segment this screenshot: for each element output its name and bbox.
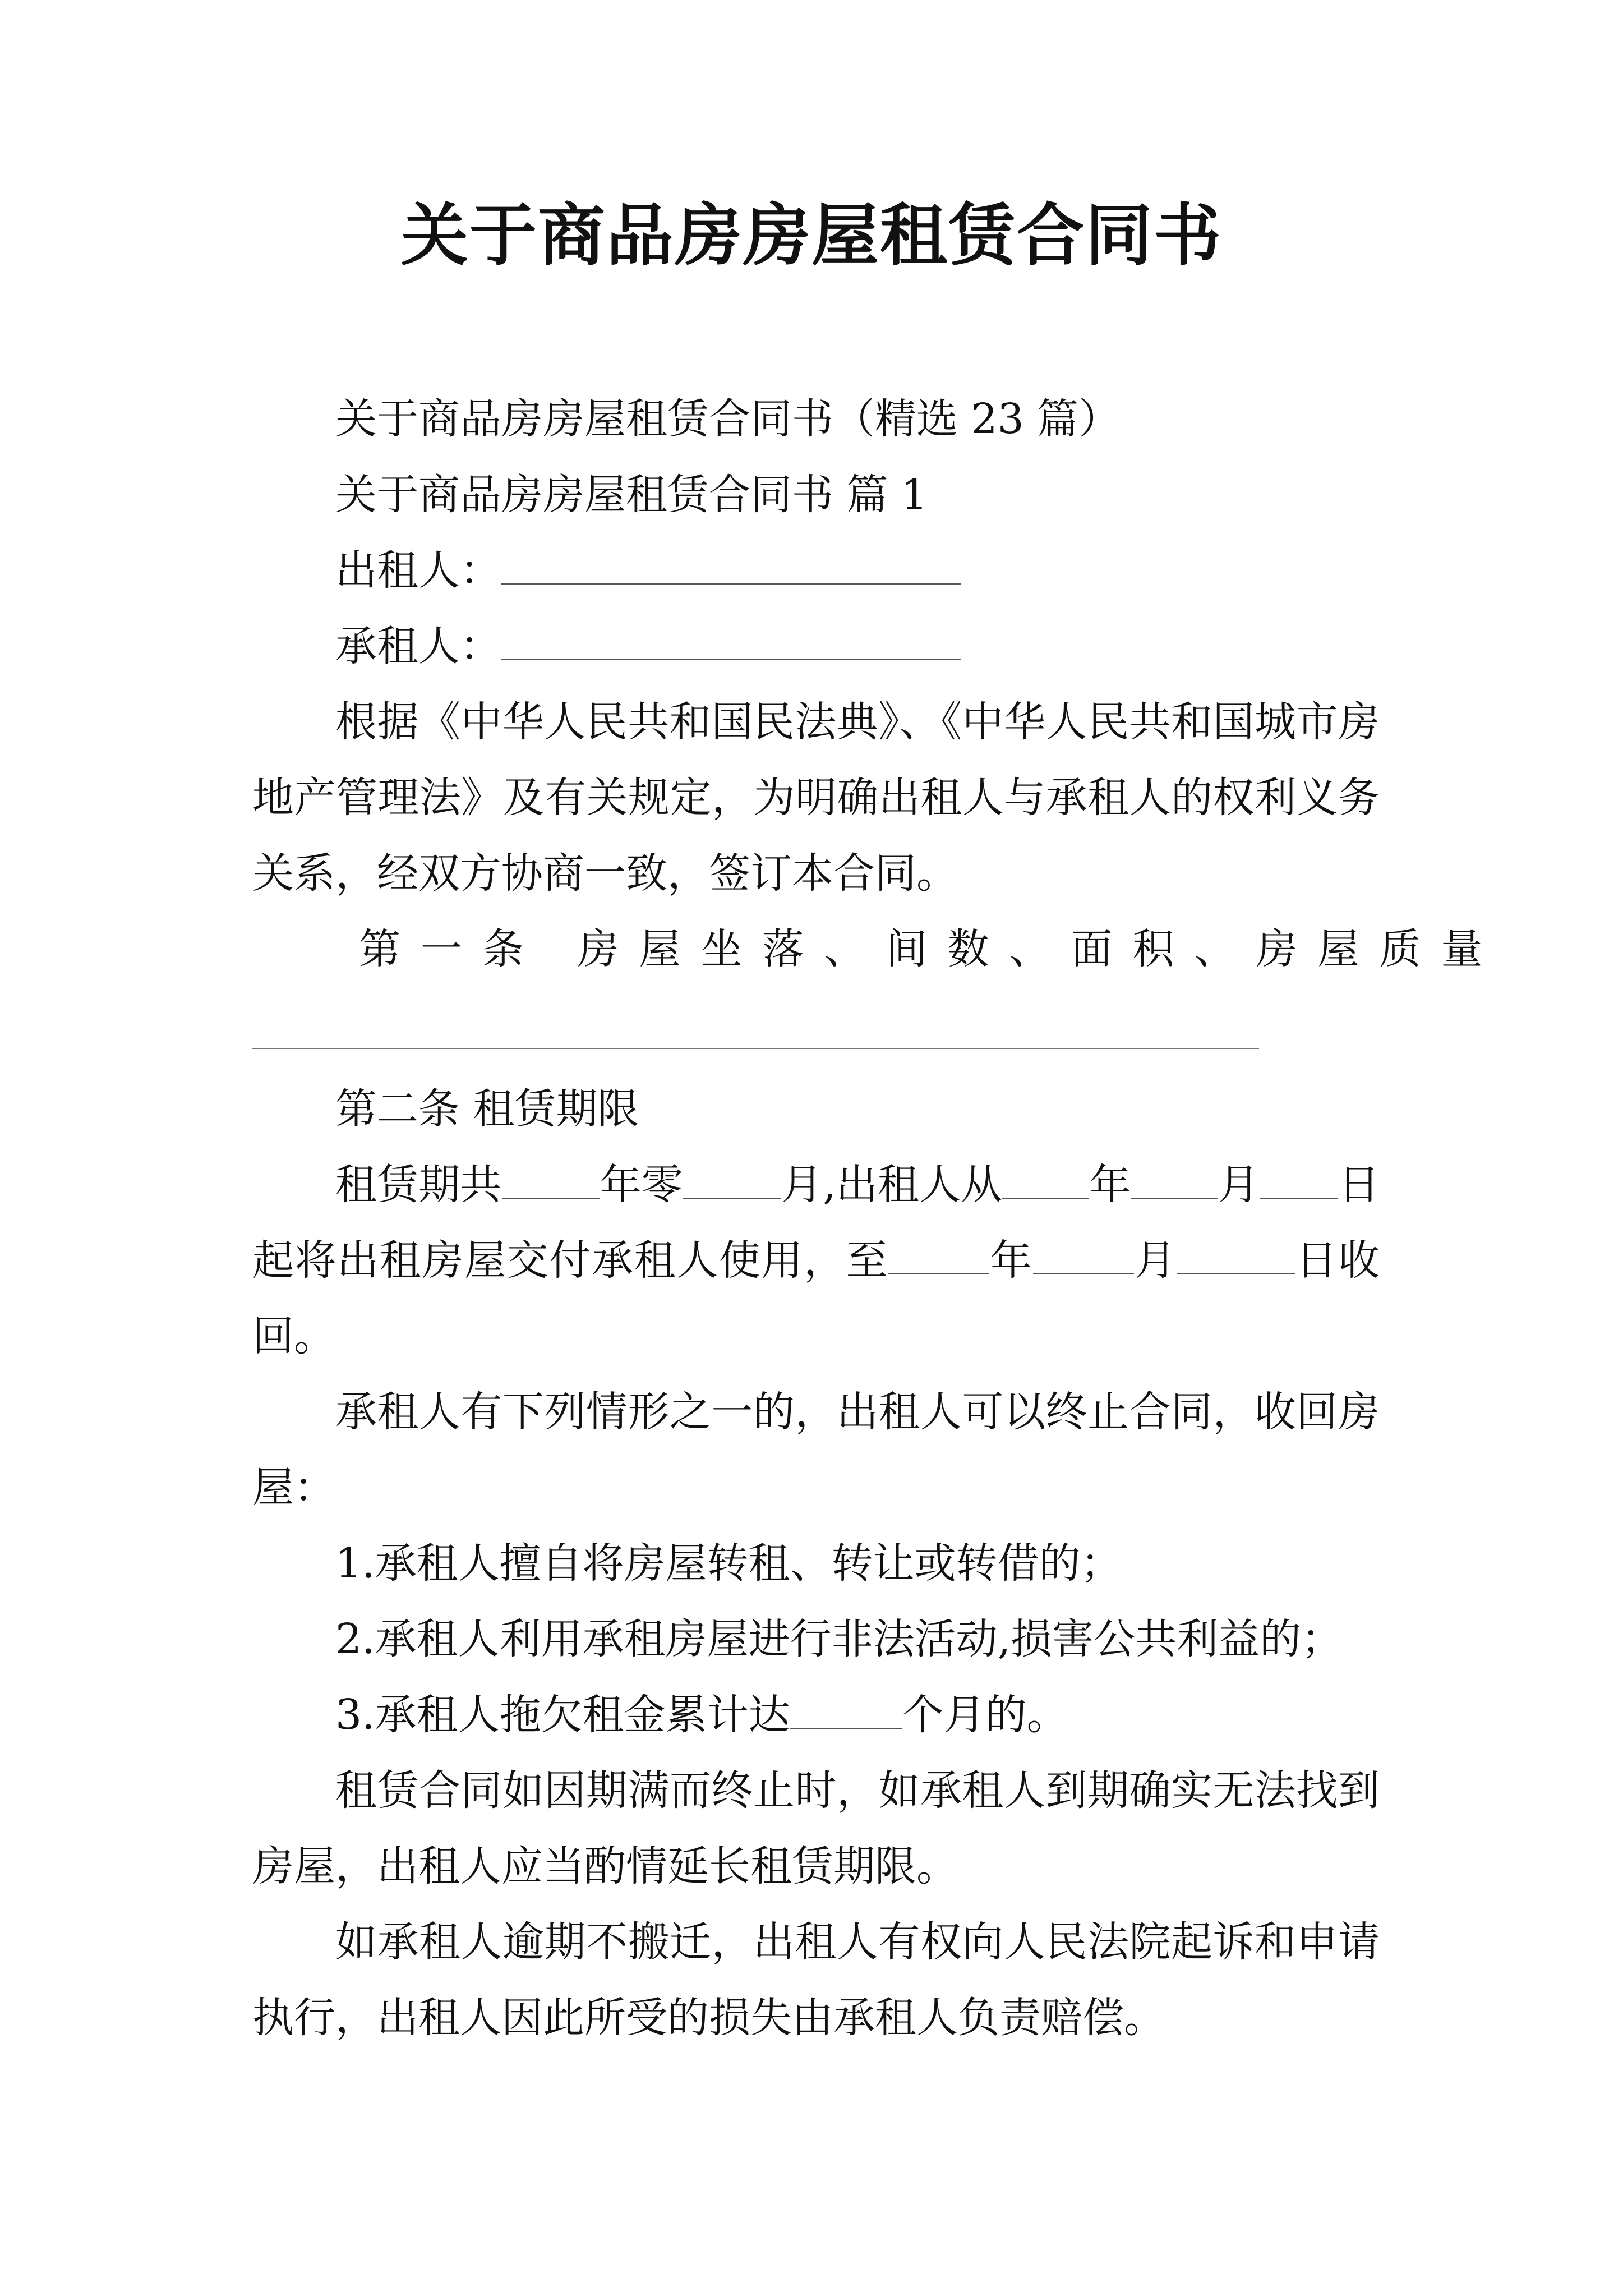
term-text-d: 年	[1089, 1161, 1131, 1209]
term-text-e: 月	[1218, 1161, 1260, 1209]
section-heading: 关于商品房房屋租赁合同书 篇 1	[335, 471, 928, 519]
arrears-months-blank	[790, 1683, 902, 1729]
start-year-blank	[1002, 1153, 1089, 1199]
document-body-bottom	[252, 1071, 1380, 2056]
term-text-f: 日起将出租房屋交付承租人使用，至	[252, 1161, 1380, 1285]
lessee-blank	[501, 614, 961, 660]
term-text-b: 年零	[600, 1161, 683, 1209]
item-3-text-b: 个月的。	[902, 1691, 1068, 1739]
article-1-heading: 第一条 房屋坐落、间数、面积、房屋质量	[359, 925, 1503, 973]
lessee-label: 承租人：	[335, 622, 501, 670]
subtitle-line: 关于商品房房屋租赁合同书（精选 23 篇）	[335, 395, 1121, 443]
lessee-line	[252, 609, 1380, 684]
document-title: 关于商品房房屋租赁合同书	[401, 196, 1222, 275]
end-day-blank	[1177, 1228, 1295, 1274]
lessor-blank	[501, 539, 961, 585]
end-year-blank	[888, 1228, 989, 1274]
preamble-paragraph: 根据《中华人民共和国民法典》、《中华人民共和国城市房地产管理法》及有关规定，为明确出租人与承租人的权利义务关系，经双方协商一致，签订本合同。	[252, 698, 1380, 898]
term-text-i: 日收回。	[252, 1236, 1380, 1360]
term-text-h: 月	[1133, 1236, 1177, 1285]
article-1-blank-line	[252, 1048, 1259, 1049]
termination-paragraph: 承租人有下列情形之一的，出租人可以终止合同，收回房屋：	[252, 1388, 1380, 1512]
lessor-line	[252, 533, 1380, 609]
start-month-blank	[1131, 1153, 1218, 1199]
term-years-blank	[502, 1153, 600, 1199]
document-body-top	[252, 381, 1503, 987]
overdue-paragraph: 如承租人逾期不搬迁，出租人有权向人民法院起诉和申请执行，出租人因此所受的损失由承租人负责赔偿。	[252, 1918, 1380, 2042]
expiry-paragraph: 租赁合同如因期满而终止时，如承租人到期确实无法找到房屋，出租人应当酌情延长租赁期限。	[252, 1766, 1380, 1890]
term-text-a: 租赁期共	[335, 1161, 502, 1209]
article-2-heading: 第二条 租赁期限	[335, 1085, 639, 1133]
termination-item-3	[252, 1677, 1380, 1753]
lessor-label: 出租人：	[335, 546, 501, 595]
term-text-c: 月,出租人从	[781, 1161, 1003, 1209]
term-text-g: 年	[989, 1236, 1033, 1285]
termination-item-1: 1.承租人擅自将房屋转租、转让或转借的；	[335, 1539, 1122, 1588]
termination-item-2: 2.承租人利用承租房屋进行非法活动,损害公共利益的；	[335, 1615, 1343, 1663]
lease-term-paragraph	[252, 1147, 1380, 1374]
item-3-text-a: 3.承租人拖欠租金累计达	[335, 1691, 790, 1739]
start-day-blank	[1260, 1153, 1338, 1199]
term-months-blank	[683, 1153, 781, 1199]
end-month-blank	[1033, 1228, 1134, 1274]
